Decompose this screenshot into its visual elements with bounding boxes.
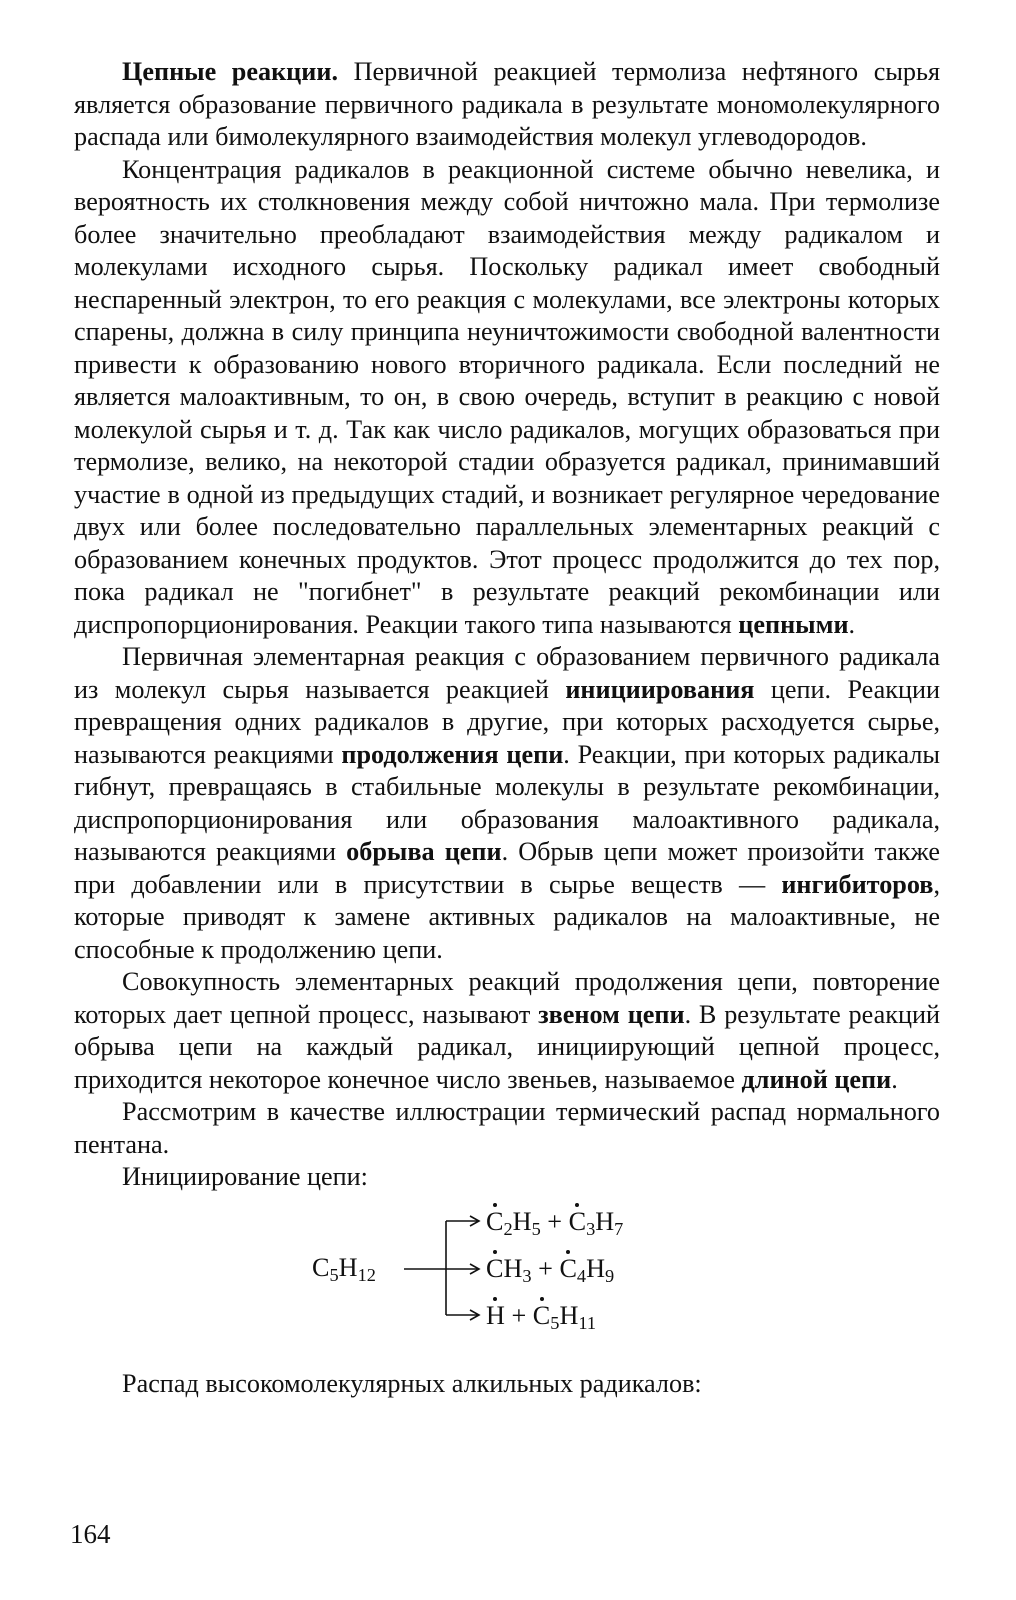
subscript: 3 [522,1265,532,1286]
paragraph-text: цепи. Реакции превращения одних радикалов в другие, при которых расходуется сырье, называются реакциями [74,674,941,769]
paragraph-chain-reactions [74,56,940,154]
paragraph-text: . [891,1064,898,1094]
subscript: 12 [357,1264,376,1285]
subscript: 2 [503,1218,513,1239]
subscript: 3 [586,1218,596,1239]
paragraph-text: Первичная элементарная реакция с образованием первичного радикала из молекул сырья называется реакцией [74,642,940,704]
plus-sign: + [531,1253,560,1283]
paragraph-text: , которые приводят к замене активных радикалов на малоактивные, не способные к продолжению цепи. [74,869,940,964]
term-propagation: продолжения цепи [341,739,564,769]
radical-atom: H [486,1300,505,1333]
paragraph-end: . [848,609,856,639]
term-initiation: инициирования [565,674,755,704]
paragraph-text: . Реакции, при которых радикалы гибнут, превращаясь в стабильные молекулы в результате рекомбинации, диспропорционирования или образования малоактивного радикала, называются реакциями [74,739,940,866]
subscript: 5 [531,1218,541,1239]
product-line-2 [486,1253,614,1286]
paragraph-text: Совокупность элементарных реакций продолжения цепи, повторение которых дает цепной процесс, называют [74,967,940,1029]
radical-atom: C [559,1253,576,1286]
product-line-3 [486,1300,596,1333]
term-chain-link: звеном цепи [538,999,685,1029]
plus-sign: + [504,1300,533,1330]
term-chain-length: длиной цепи [741,1064,892,1094]
paragraph-initiation-label: Инициирование цепи: [122,1162,368,1191]
subscript: 7 [614,1218,624,1239]
paragraph-chain-link [74,966,940,1096]
radical-atom: C [486,1206,503,1239]
atom-symbol: H [503,1253,523,1283]
atom-symbol: H [338,1252,358,1282]
term-termination: обрыва цепи [346,837,502,866]
atom-symbol: H [586,1253,605,1283]
radical-atom: C [533,1300,550,1333]
page-body [74,56,940,1400]
term-inhibitors: ингибиторов [781,869,934,899]
atom-symbol: H [595,1206,615,1236]
subscript: 4 [576,1265,587,1286]
reaction-scheme [74,1202,940,1332]
paragraph-decomposition-label: Распад высокомолекулярных алкильных радикалов: [122,1368,702,1398]
paragraph-text: Концентрация радикалов в реакционной системе обычно невелика, и вероятность их столкновения между собой ничтожно мала. При термолизе более значительно преобладают взаимодействия между радикалом и молекулами исходного сырья. Поскольку радикал имеет свободный неспаренный электрон, то его реакция с молекулами, все электроны которых спарены, должна в силу принципа неуничтожимости свободной валентности привести к образованию нового вторичного радикала. Если последний не является малоактивным, то он, в свою очередь, вступит в реакцию с новой молекулой сырья и т. д. Так как число радикалов, могущих образоватьcя при термолизе, велико, на некоторой стадии образуется радикал, принимавший участие в одной из предыдущих стадий, и возникает регулярное чередование двух или более последовательно параллельных элементарных реакций с образованием конечных продуктов. Этот процесс продолжится до тех пор, пока радикал не "погибнет" в результате реакций рекомбинации или диспропорционирования. Реакции такого типа называются [74,154,940,639]
radical-atom: C [486,1253,503,1286]
plus-sign: + [540,1206,569,1236]
paragraph-chain-stages [74,641,940,966]
paragraph-text: . В результате реакций обрыва цепи на каждый радикал, инициирующий цепной процесс, приходится некоторое конечное число звеньев, называемое [74,999,940,1094]
paragraph-radical-concentration [74,154,940,642]
page-number: 164 [70,1519,111,1549]
subscript: 5 [550,1312,560,1333]
paragraph-text: Первичной реакцией термолиза нефтяного сырья является образование первичного радикала в результате мономолекулярного распада или бимолекулярного взаимодействия молекул углеводородов. [74,57,940,151]
paragraph-example: Рассмотрим в качестве иллюстрации термический распад нормального пентана. [74,1097,940,1159]
term-chain: цепными [738,609,849,639]
atom-symbol: H [512,1206,532,1236]
atom-symbol: C [312,1252,330,1282]
product-line-1 [486,1206,623,1239]
subscript: 11 [578,1312,597,1333]
subscript: 5 [329,1264,339,1285]
radical-atom: C [569,1206,586,1239]
subscript: 9 [605,1265,615,1286]
reactant-pentane [312,1252,376,1285]
atom-symbol: H [559,1300,579,1330]
term-chain-reactions: Цепные реакции. [122,57,338,86]
paragraph-text: . Обрыв цепи может произойти также при добавлении или в присутствии в сырье веществ — [74,837,940,899]
